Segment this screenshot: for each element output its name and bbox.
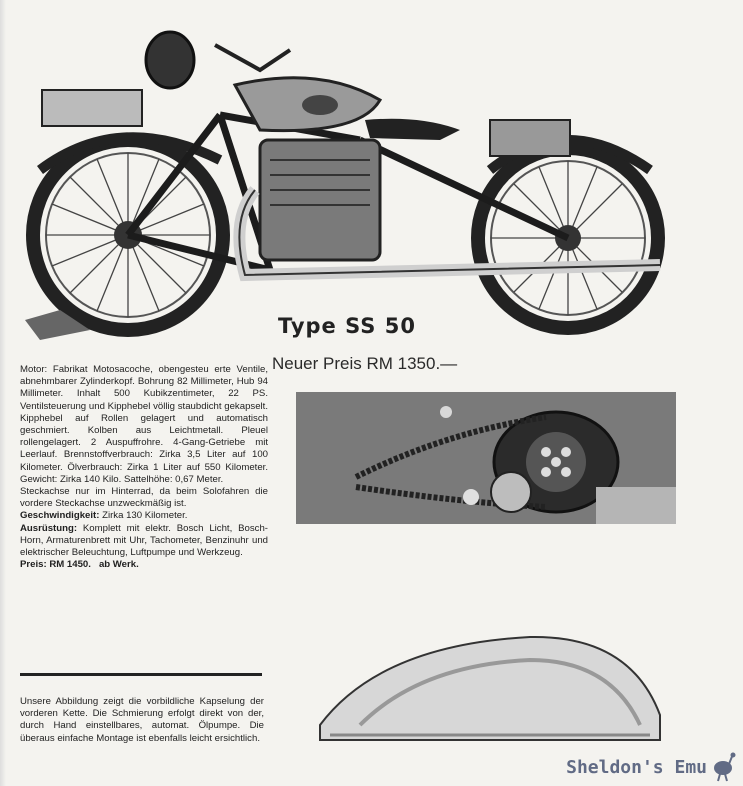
specs-intro: Motor: Fabrikat Motosacoche, obengesteu erte Ventile, abnehmbarer Zylinderkopf. Bohrung 82 Millimeter, Hub 94 Millimeter. Inhalt 500 Kubikzentimeter, 22 PS. Ventilsteuerung und Kipphebel völlig staubdicht gekapselt. Kipphebel auf Rollen gelagert und automatisch geschmiert. Kolben aus Leichtmetall. Pleuel rollengelagert. 2 Auspuffrohre. 4-Gang-Getriebe mit Leerlauf. Brennstoffverbrauch: Zirka 3,5 Liter auf 100 Kilometer. Ölverbrauch: Zirka 1 Liter auf 550 Kilometer. Gewicht: Zirka 140 Kilo. Sattelhöhe: 0,67 Meter.	[20, 364, 268, 485]
emu-icon	[711, 752, 737, 782]
new-price: Neuer Preis RM 1350.—	[272, 354, 458, 373]
specs-steckachse: Steckachse nur im Hinterrad, da beim Solofahren die vordere Steckachse unzweckmäßig ist.	[20, 486, 268, 510]
specs-equipment	[20, 523, 268, 560]
scan-edge	[0, 0, 6, 786]
equipment-value: Komplett mit elektr. Bosch Licht, Bosch-Horn, Armaturenbrett mit Uhr, Tachometer, Benzinuhr und elektrischer Beleuchtung, Luftpumpe und Werkzeug.	[20, 522, 268, 559]
motorcycle-photo	[20, 20, 680, 360]
speed-value: Zirka 130 Kilometer.	[99, 510, 188, 522]
equipment-label: Ausrüstung:	[20, 522, 78, 534]
specs-price	[20, 559, 268, 571]
fender-photo	[300, 625, 672, 760]
speed-label: Geschwindigkeit:	[20, 510, 100, 522]
caption-text: Unsere Abbildung zeigt die vorbildliche Kapselung der vorderen Kette. Die Schmierung erfolgt direkt von der, durch Hand einstellbares, automat. Ölpumpe. Die überaus einfache Montage ist ebenfalls leicht ersichtlich.	[20, 696, 264, 744]
site-watermark	[566, 752, 737, 782]
specs-speed	[20, 510, 268, 522]
price-suffix: ab Werk.	[98, 559, 139, 571]
price-label: Preis: RM 1450.	[20, 559, 91, 571]
type-title: Type SS 50	[278, 314, 416, 338]
chain-drive-photo	[296, 392, 676, 524]
watermark-text: Sheldon's Emu	[566, 756, 707, 778]
specs-text	[20, 364, 268, 571]
divider-rule	[20, 673, 262, 676]
